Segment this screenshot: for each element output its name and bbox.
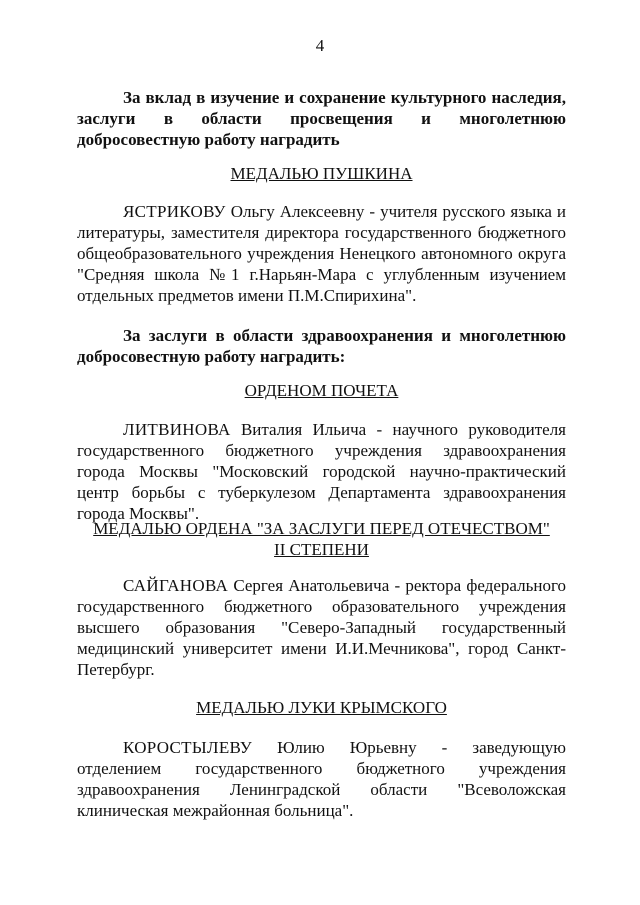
heading-text: За вклад в изучение и сохранение культурного наследия, заслуги в области просвещения и многолетнюю добросовестную работу наградить [77, 88, 566, 149]
awardee-details: Юлию Юрьевну - заведующую отделением государственного бюджетного учреждения здравоохранения Ленинградской области "Всеволожская клиническая межрайонная больница". [77, 738, 566, 820]
award-fatherland-medal [77, 518, 566, 560]
awardee-lastname: КОРОСТЫЛЕВУ [123, 738, 253, 757]
page-number: 4 [315, 36, 325, 55]
award-order-of-honor [77, 380, 566, 401]
award-luka-krymsky-medal [77, 697, 566, 718]
award-title: МЕДАЛЬЮ ПУШКИНА [230, 164, 413, 183]
awardee-details: Виталия Ильича - научного руководителя государственного бюджетного учреждения здравоохранения города Москвы "Московский городской научно-практический центр борьбы с туберкулезом Департамента здравоохранения города Москвы". [77, 420, 566, 523]
award-title: МЕДАЛЬЮ ЛУКИ КРЫМСКОГО [196, 698, 447, 717]
award-pushkin-medal [77, 163, 566, 184]
awardee-yastrikova [77, 201, 566, 306]
awardee-lastname: ЛИТВИНОВА [123, 420, 231, 439]
heading-healthcare [77, 325, 566, 367]
award-degree: II СТЕПЕНИ [274, 540, 369, 559]
awardee-text [77, 419, 566, 524]
awardee-text [77, 575, 566, 680]
awardee-lastname: САЙГАНОВА [123, 576, 229, 595]
awardee-text [77, 201, 566, 306]
heading-culture [77, 87, 566, 150]
awardee-litvinov [77, 419, 566, 524]
awardee-details: Ольгу Алексеевну - учителя русского языка и литературы, заместителя директора государственного бюджетного общеобразовательного учреждения Ненецкого автономного округа "Средняя школа №1 г.Нарьян-Мара с углубленным изучением отдельных предметов имени П.М.Спирихина". [77, 202, 566, 305]
award-title: МЕДАЛЬЮ ОРДЕНА "ЗА ЗАСЛУГИ ПЕРЕД ОТЕЧЕСТВОМ" [93, 519, 550, 538]
award-title: ОРДЕНОМ ПОЧЕТА [244, 381, 399, 400]
awardee-text [77, 737, 566, 821]
awardee-lastname: ЯСТРИКОВУ [123, 202, 226, 221]
awardee-korostyleva [77, 737, 566, 821]
awardee-saiganov [77, 575, 566, 680]
awardee-details: Сергея Анатольевича - ректора федерального государственного бюджетного образовательного учреждения высшего образования "Северо-Западный государственный медицинский университет имени И.И.Мечникова", город Санкт-Петербург. [77, 576, 567, 679]
heading-text: За заслуги в области здравоохранения и многолетнюю добросовестную работу наградить: [77, 326, 566, 366]
